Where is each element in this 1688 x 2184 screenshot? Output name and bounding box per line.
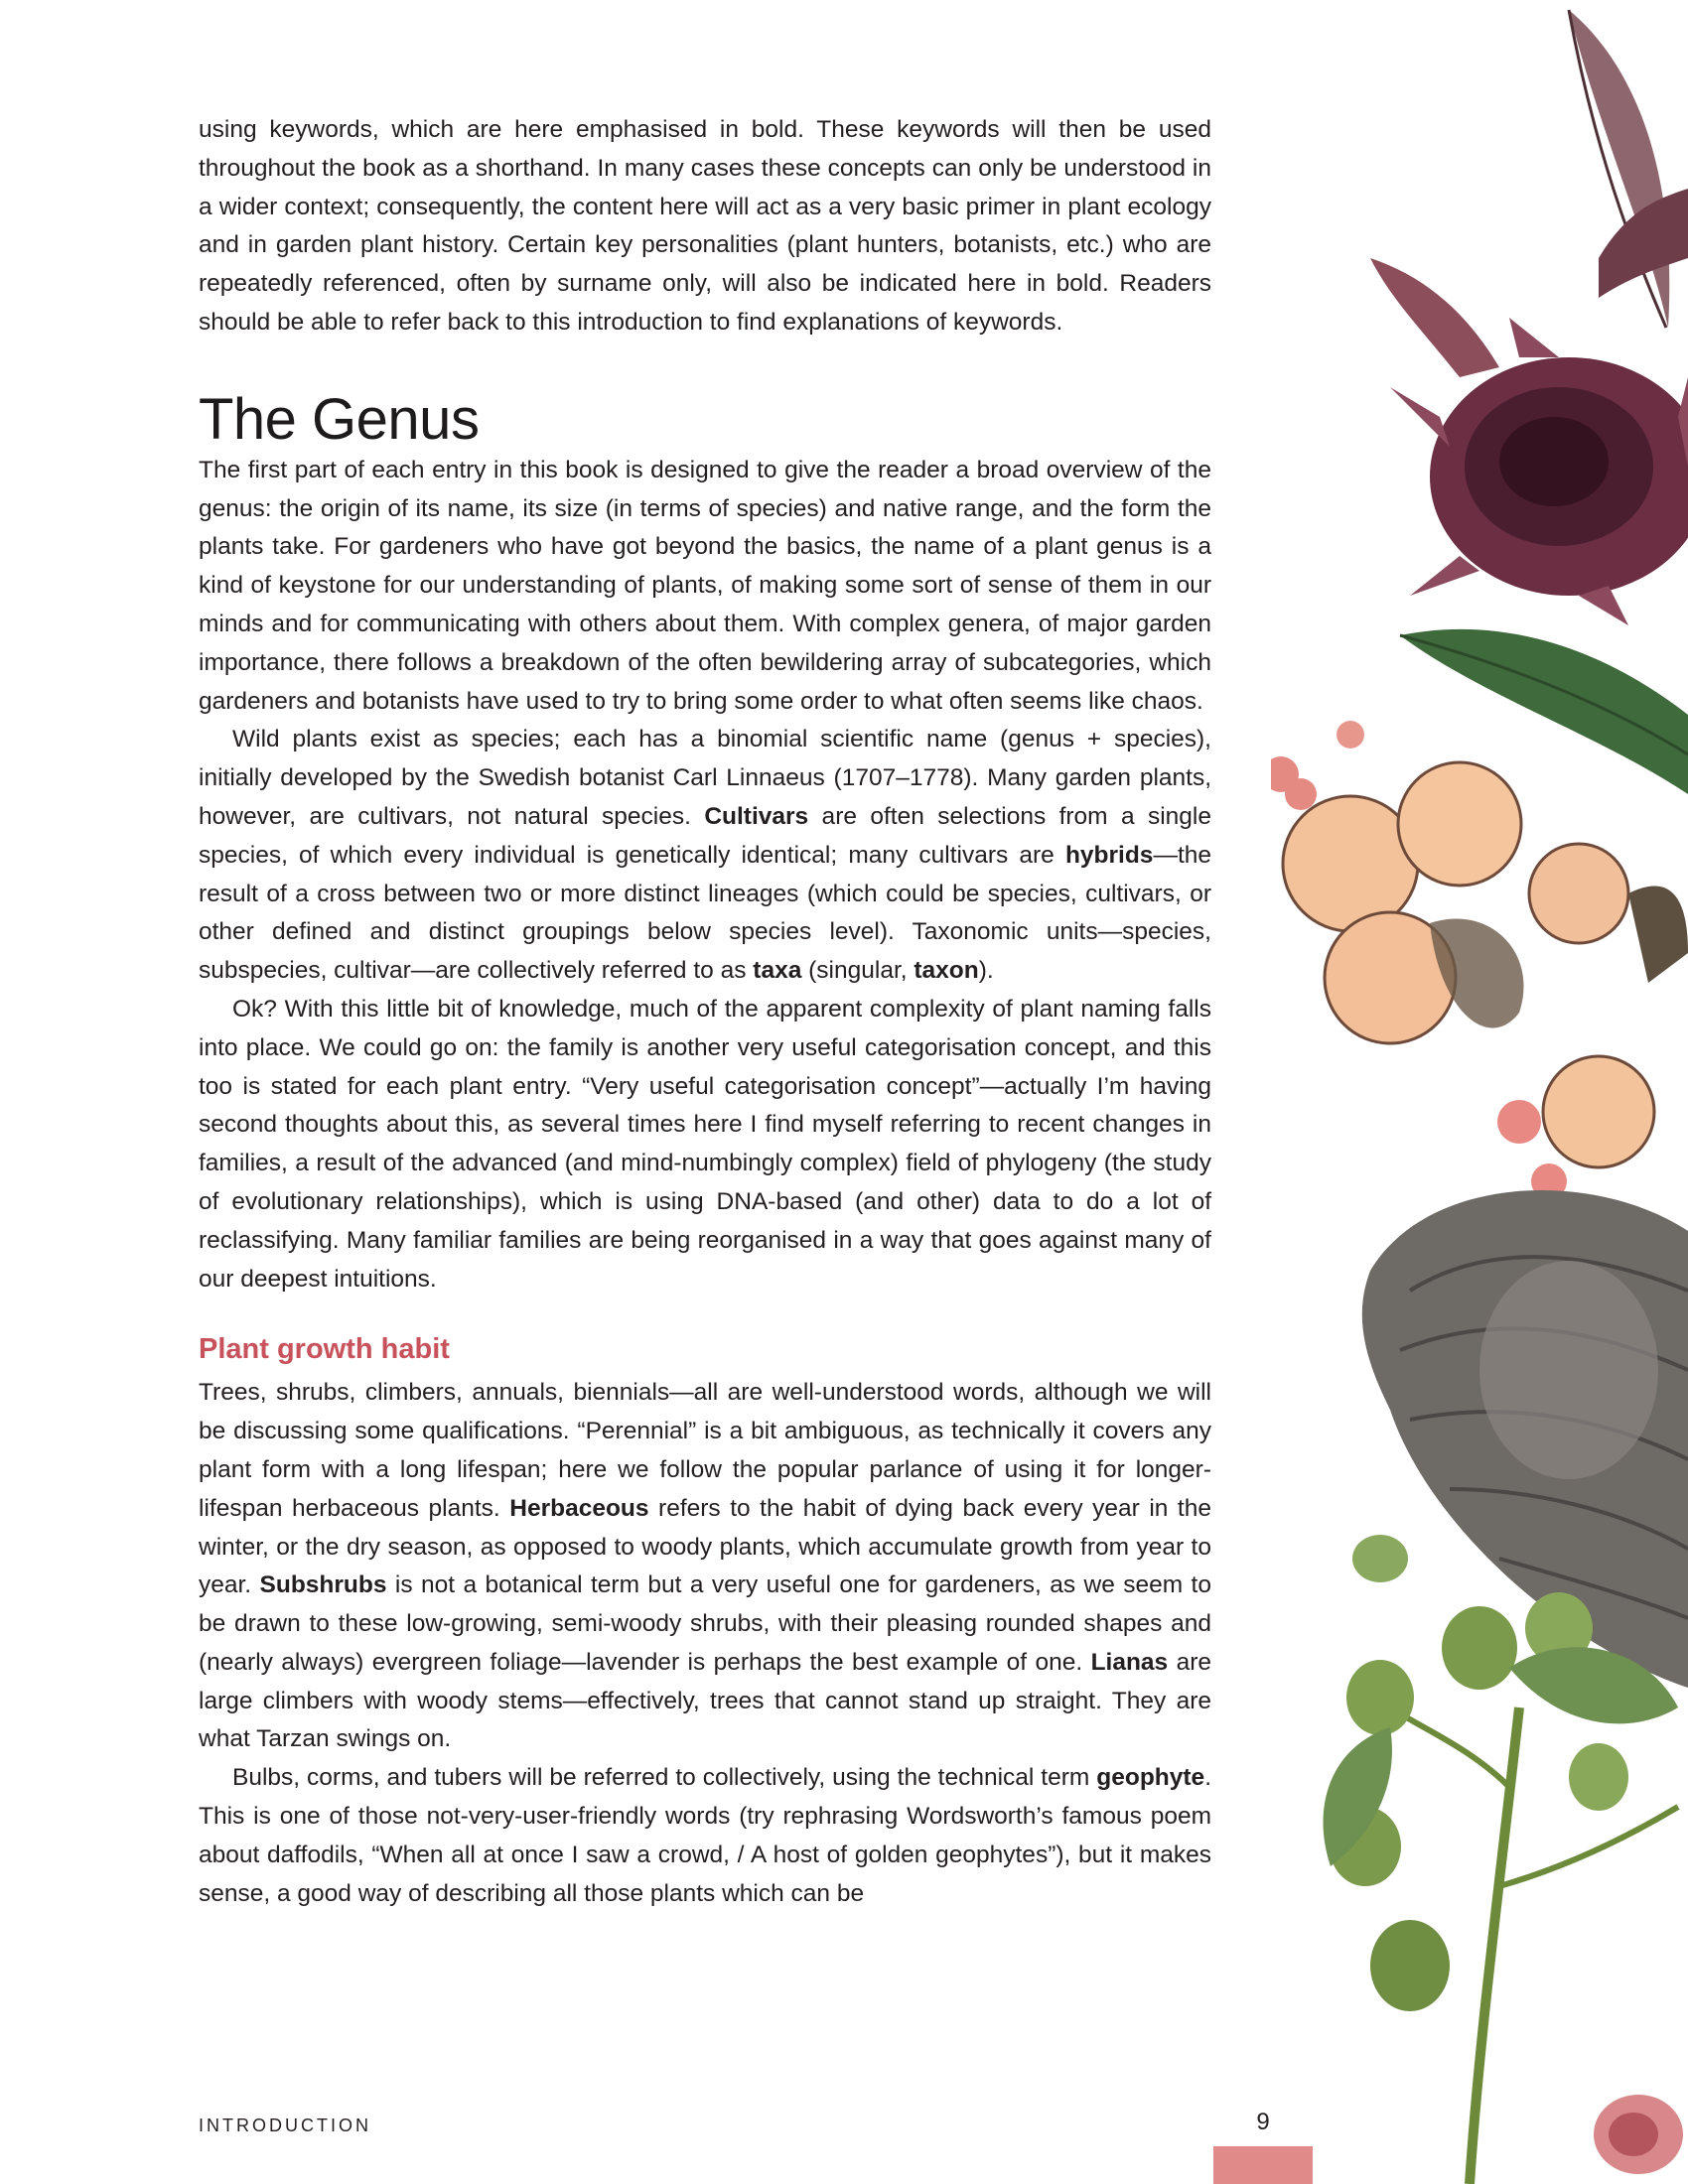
body-paragraph: Trees, shrubs, climbers, annuals, biennials—all are well-understood words, although we will be discussing some qualifications. “Perennial” is a bit ambiguous, as technically it covers any plant form with a long lifespan; here we follow the popular parlance of using it for longer-lifespan herbaceous plants. Herbaceous refers to the habit of dying back every year in the winter, or the dry season, as opposed to woody plants, which accumulate growth from year to year. Subshrubs is not a botanical term but a very useful one for gardeners, as we seem to be drawn to these low-growing, semi-woody shrubs, with their pleasing rounded shapes and (nearly always) evergreen foliage—lavender is perhaps the best example of one. Lianas are large climbers with woody stems—effectively, trees that cannot stand up straight. They are what Tarzan swings on.	[199, 1379, 1211, 1753]
keyword: hybrids	[1064, 841, 1154, 869]
keyword: geophyte	[1096, 1764, 1205, 1792]
genus-section	[199, 452, 1211, 1299]
keyword: Herbaceous	[509, 1494, 649, 1522]
body-paragraph: Wild plants exist as species; each has a binomial scientific name (genus + species), initially developed by the Swedish botanist Carl Linnaeus (1707–1778). Many garden plants, however, are cultivars, not natural species. Cultivars are often selections from a single species, of which every individual is genetically identical; many cultivars are hybrids—the result of a cross between two or more distinct lineages (which could be species, cultivars, or other defined and distinct groupings below species level). Taxonomic units—species, subspecies, cultivar—are collectively referred to as taxa (singular, taxon).	[199, 726, 1211, 985]
body-text-column	[199, 111, 1211, 1913]
keyword: Lianas	[1090, 1648, 1169, 1676]
growth-section	[199, 1374, 1211, 1913]
grey-cone-illustration	[1362, 1190, 1688, 1688]
body-paragraph: The first part of each entry in this book is designed to give the reader a broad overview of the genus: the origin of its name, its size (in terms of species) and native range, and the form the plants take. For gardeners who have got beyond the basics, the name of a plant genus is a kind of keystone for our understanding of plants, of making some sort of sense of them in our minds and for communicating with others about them. With complex genera, of major garden importance, there follows a breakdown of the often bewildering array of subcategories, which gardeners and botanists have used to try to bring some order to what often seems like chaos.	[199, 456, 1211, 715]
genus-heading: The Genus	[199, 386, 480, 452]
page-number: 9	[1256, 2109, 1270, 2135]
running-footer-section: INTRODUCTION	[199, 2116, 371, 2135]
intro-paragraph: using keywords, which are here emphasised in bold. These keywords will then be used throughout the book as a shorthand. In many cases these concepts can only be understood in a wider context; consequently, the content here will act as a very basic primer in plant ecology and in garden plant history. Certain key personalities (plant hunters, botanists, etc.) who are repeatedly referenced, often by surname only, will also be indicated here in bold. Readers should be able to refer back to this introduction to find explanations of keywords.	[199, 116, 1211, 336]
botanical-illustration	[1271, 0, 1688, 2184]
keyword: taxon	[914, 957, 979, 985]
keyword: Subshrubs	[259, 1571, 387, 1599]
keyword: taxa	[753, 957, 802, 985]
body-paragraph: Bulbs, corms, and tubers will be referred to collectively, using the technical term geophyte. This is one of those not-very-user-friendly words (try rephrasing Wordsworth’s famous poem about daffodils, “When all at once I saw a crowd, / A host of golden geophytes”), but it makes sense, a good way of describing all those plants which can be	[199, 1764, 1211, 1907]
body-paragraph: Ok? With this little bit of knowledge, much of the apparent complexity of plant naming falls into place. We could go on: the family is another very useful categorisation concept, and this too is stated for each plant entry. “Very useful categorisation concept”—actually I’m having second thoughts about this, as several times here I find myself referring to recent changes in families, a result of the advanced (and mind-numbingly complex) field of phylogeny (the study of evolutionary relationships), which is using DNA-based (and other) data to do a lot of reclassifying. Many familiar families are being reorganised in a way that goes against many of our deepest intuitions.	[199, 995, 1211, 1293]
dark-dahlia-illustration	[1390, 318, 1688, 625]
keyword: Cultivars	[704, 802, 809, 830]
growth-habit-heading: Plant growth habit	[199, 1333, 450, 1366]
